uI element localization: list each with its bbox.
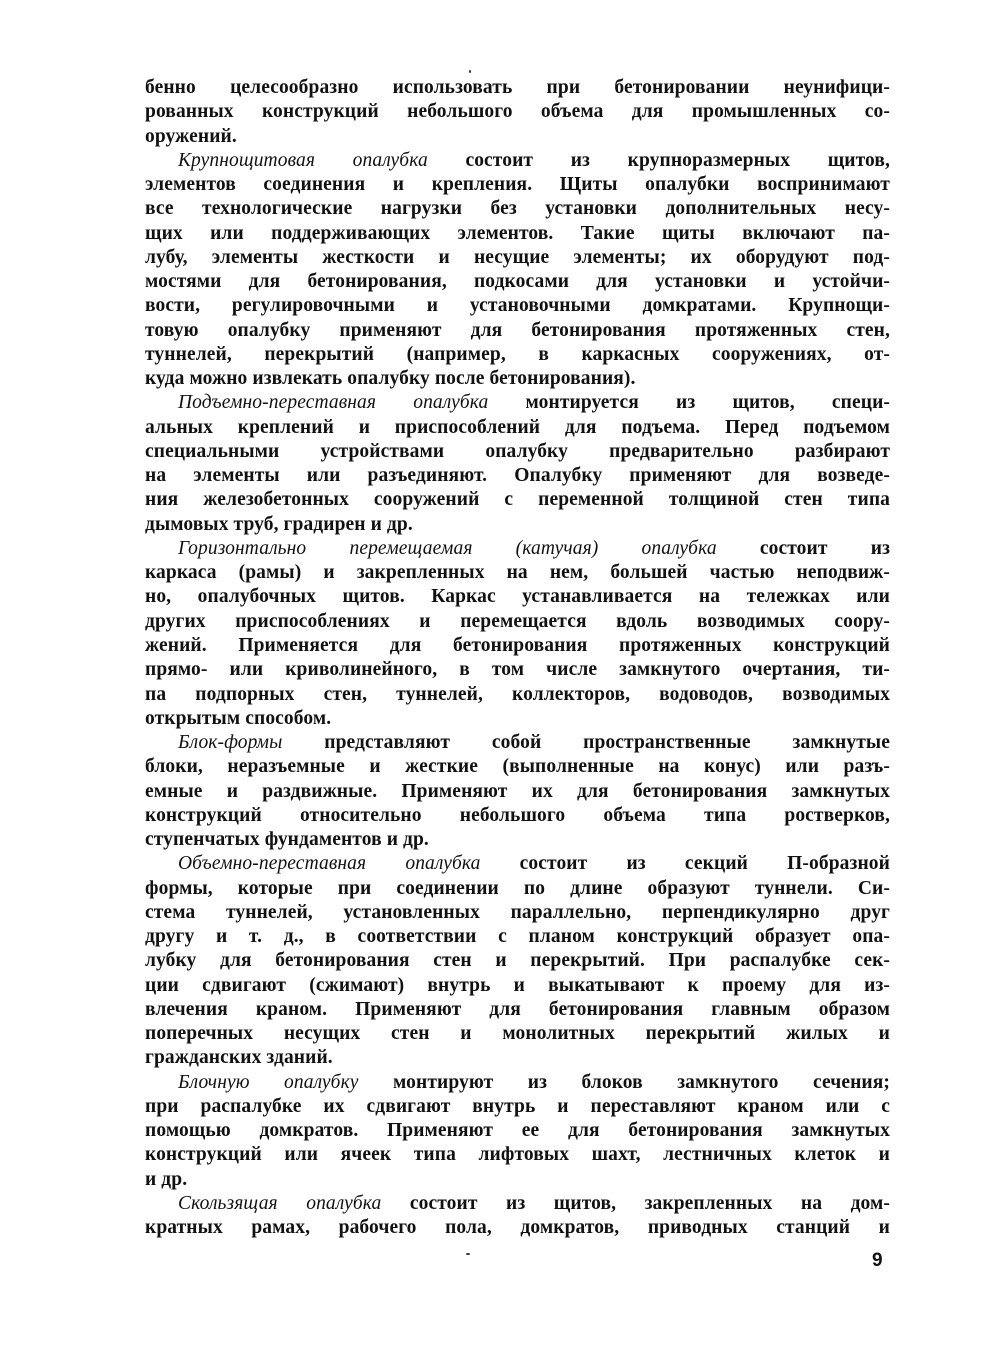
text-line [145,1095,890,1119]
line-text: и др. [145,1168,188,1190]
text-line [145,949,890,973]
line-text: на элементы или разъединяют. Опалубку применяют для возведе- [145,465,890,487]
line-text: лубу, элементы жесткости и несущие элементы; их оборудуют под- [145,246,890,268]
text-line [145,319,890,343]
paragraph-first-line [178,852,890,876]
text-line [145,634,890,658]
text-line [145,707,890,731]
line-text: при распалубке их сдвигают внутрь и переставляют краном или с [145,1095,890,1117]
line-text: гражданских зданий. [145,1047,333,1069]
text-line [145,998,890,1022]
line-text: кратных рамах, рабочего пола, домкратов, приводных станций и [145,1217,890,1239]
line-text: ния железобетонных сооружений с переменной толщиной стен типа [145,489,890,511]
line-text: другу и т. д., в соответствии с планом конструкций образует опа- [145,926,890,948]
line-text: стема туннелей, установленных параллельно, перпендикулярно друг [145,901,890,923]
line-text: ции сдвигают (сжимают) внутрь и выкатывают к проему для из- [145,974,890,996]
text-line [145,125,890,149]
text-line [145,222,890,246]
line-text: открытым способом. [145,707,332,729]
text-line [145,416,890,440]
text-line [145,561,890,585]
text-line [145,367,890,391]
line-text: дымовых труб, градирен и др. [145,513,413,535]
text-line [145,246,890,270]
text-line [145,683,890,707]
line-text: емные и раздвижные. Применяют их для бетонирования замкнутых [145,780,890,802]
line-text: жений. Применяется для бетонирования протяженных конструкций [145,634,890,656]
text-line [145,1046,890,1070]
text-line [145,828,890,852]
paragraph-first-line [178,537,890,561]
line-text: прямо- или криволинейного, в том числе замкнутого очертания, ти- [145,659,890,681]
line-text: элементов соединения и крепления. Щиты опалубки воспринимают [145,174,890,196]
paragraph-first-line [178,1071,890,1095]
italic-term: Крупнощитовая опалубка [178,149,428,171]
text-line [145,974,890,998]
italic-term: Горизонтально перемещаемая (катучая) опалубка [178,537,717,559]
line-text: альных креплений и приспособлений для подъема. Перед подъемом [145,416,890,438]
text-line [145,513,890,537]
line-text: туннелей, перекрытий (например, в каркасных сооружениях, от- [145,343,890,365]
text-line [145,1143,890,1167]
line-text: специальными устройствами опалубку предварительно разбирают [145,440,890,462]
text-line [145,294,890,318]
line-text: поперечных несущих стен и монолитных перекрытий жилых и [145,1023,890,1045]
text-line [145,488,890,512]
text-line [145,173,890,197]
text-line [145,76,890,100]
paragraph-first-line [178,149,890,173]
line-text: куда можно извлекать опалубку после бетонирования). [145,368,636,390]
text-line [145,877,890,901]
text-line [145,610,890,634]
line-text: все технологические нагрузки без установки дополнительных несу- [145,198,890,220]
italic-term: Скользящая опалубка [178,1192,382,1214]
line-text: мостями для бетонирования, подкосами для установки и устойчи- [145,271,890,293]
text-line [145,100,890,124]
line-text: монтируют из блоков замкнутого сечения; [358,1071,891,1093]
text-line [145,197,890,221]
line-text: монтируется из щитов, специ- [488,392,890,414]
line-text: состоит из [716,537,891,559]
line-text: состоит из секций П-образной [480,853,890,875]
line-text: товую опалубку применяют для бетонирования протяженных стен, [145,319,890,341]
line-text: щих или поддерживающих элементов. Такие щиты включают па- [145,222,890,244]
italic-term: Блок-формы [178,732,283,754]
paragraph-first-line [178,731,890,755]
text-line [145,780,890,804]
paragraph-first-line [178,1192,890,1216]
italic-term: Объемно-переставная опалубка [178,853,481,875]
line-text: формы, которые при соединении по длине образуют туннели. Си- [145,877,890,899]
line-text: оружений. [145,125,237,147]
italic-term: Подъемно-переставная опалубка [178,392,489,414]
line-text: па подпорных стен, туннелей, коллекторов, водоводов, возводимых [145,683,890,705]
text-line [145,1022,890,1046]
line-text: но, опалубочных щитов. Каркас устанавливается на тележках или [145,586,890,608]
line-text: ступенчатых фундаментов и др. [145,829,429,851]
line-text: вости, регулировочными и установочными домкратами. Крупнощи- [145,295,890,317]
text-line [145,804,890,828]
line-text: блоки, неразъемные и жесткие (выполненные на конус) или разъ- [145,756,890,778]
line-text: каркаса (рамы) и закрепленных на нем, большей частью неподвиж- [145,562,890,584]
text-line [145,1119,890,1143]
text-line [145,464,890,488]
italic-term: Блочную опалубку [178,1071,359,1093]
line-text: бенно целесообразно использовать при бетонировании неунифици- [145,77,890,98]
line-text: представляют собой пространственные замкнутые [282,732,890,754]
line-text: лубку для бетонирования стен и перекрытий. При распалубке сек- [145,950,890,972]
line-text: рованных конструкций небольшого объема для промышленных со- [145,101,890,123]
text-line [145,1216,890,1240]
page-number: 9 [872,1250,883,1271]
paragraph-first-line [178,391,890,415]
text-line [145,440,890,464]
line-text: других приспособлениях и перемещается вдоль возводимых соору- [145,610,890,632]
line-text: помощью домкратов. Применяют ее для бетонирования замкнутых [145,1120,890,1142]
text-line [145,901,890,925]
text-line [145,585,890,609]
text-line [145,925,890,949]
line-text: состоит из крупноразмерных щитов, [427,149,890,171]
scan-speck [469,70,471,73]
text-line [145,343,890,367]
line-text: конструкций относительно небольшого объема типа ростверков, [145,804,890,826]
line-text: влечения краном. Применяют для бетонирования главным образом [145,998,890,1020]
line-text: состоит из щитов, закрепленных на дом- [381,1192,890,1214]
scan-speck [466,1253,470,1255]
text-line [145,270,890,294]
text-line [145,1168,890,1192]
text-line [145,755,890,779]
line-text: конструкций или ячеек типа лифтовых шахт, лестничных клеток и [145,1144,890,1166]
text-line [145,658,890,682]
